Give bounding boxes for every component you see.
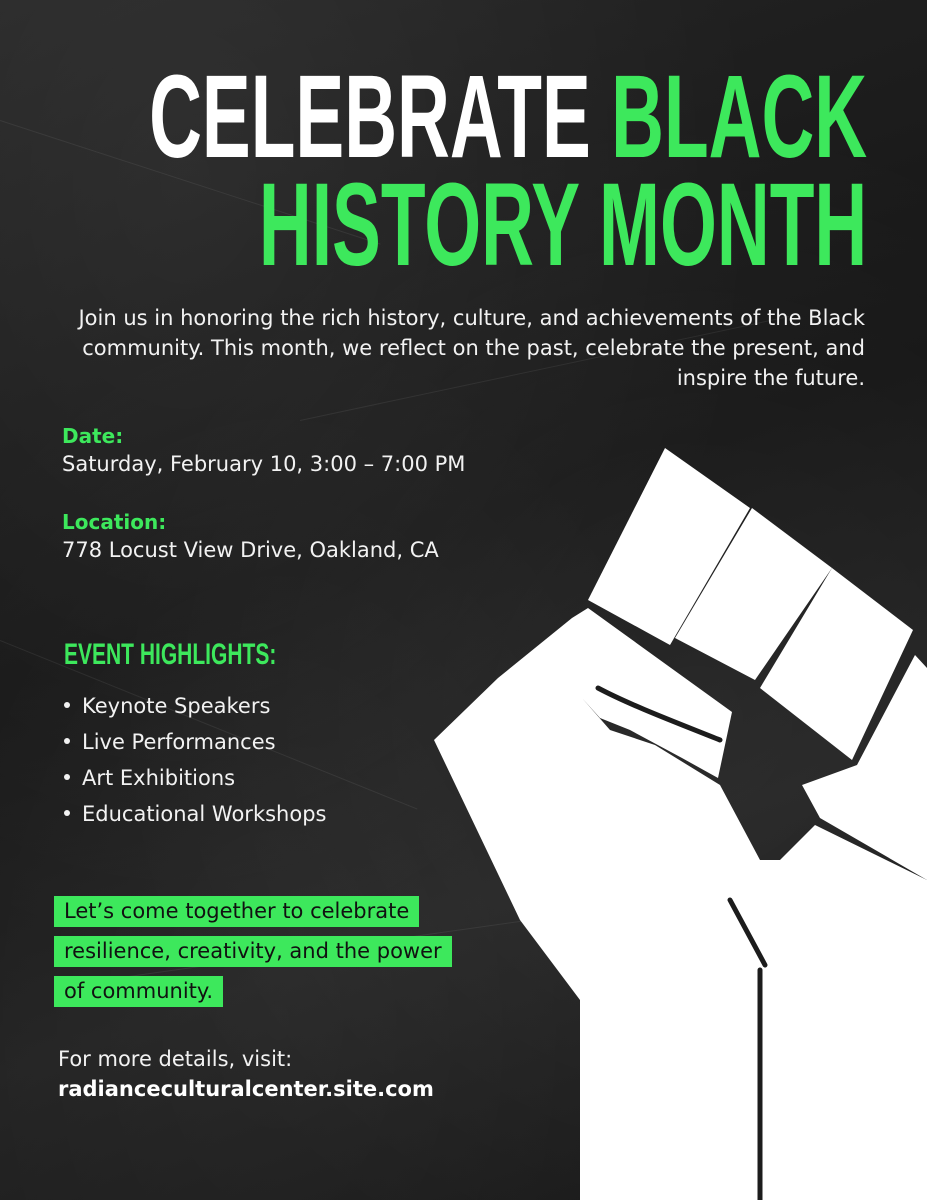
callout-line-2: resilience, creativity, and the power [54,936,452,967]
more-details-text: For more details, visit: [58,1047,293,1071]
bullet-icon [64,738,70,744]
date-value: Saturday, February 10, 3:00 – 7:00 PM [62,452,466,476]
callout-line-1: Let’s come together to celebrate [54,896,419,927]
title-word-celebrate: CELEBRATE [148,51,591,183]
list-item-text: Live Performances [82,730,276,754]
bullet-icon [64,702,70,708]
title-line-2: HISTORY MONTH [258,159,867,291]
highlights-list [62,688,326,832]
location-value: 778 Locust View Drive, Oakland, CA [62,538,439,562]
list-item [62,796,326,832]
location-label: Location: [62,510,167,534]
highlights-title: EVENT HIGHLIGHTS: [64,638,277,671]
raised-fist-icon [420,440,927,1200]
title-word-black: BLACK [610,51,867,183]
callout-line-3: of community. [54,976,223,1007]
list-item [62,724,326,760]
bullet-icon [64,774,70,780]
list-item-text: Educational Workshops [82,802,327,826]
bullet-icon [64,810,70,816]
list-item-text: Keynote Speakers [82,694,271,718]
list-item-text: Art Exhibitions [82,766,236,790]
list-item [62,688,326,724]
website-link[interactable]: radianceculturalcenter.site.com [58,1077,434,1101]
list-item [62,760,326,796]
date-label: Date: [62,424,124,448]
intro-paragraph: Join us in honoring the rich history, culture, and achievements of the Black community. This month, we reflect on the past, celebrate the present, and inspire the future. [78,306,865,390]
